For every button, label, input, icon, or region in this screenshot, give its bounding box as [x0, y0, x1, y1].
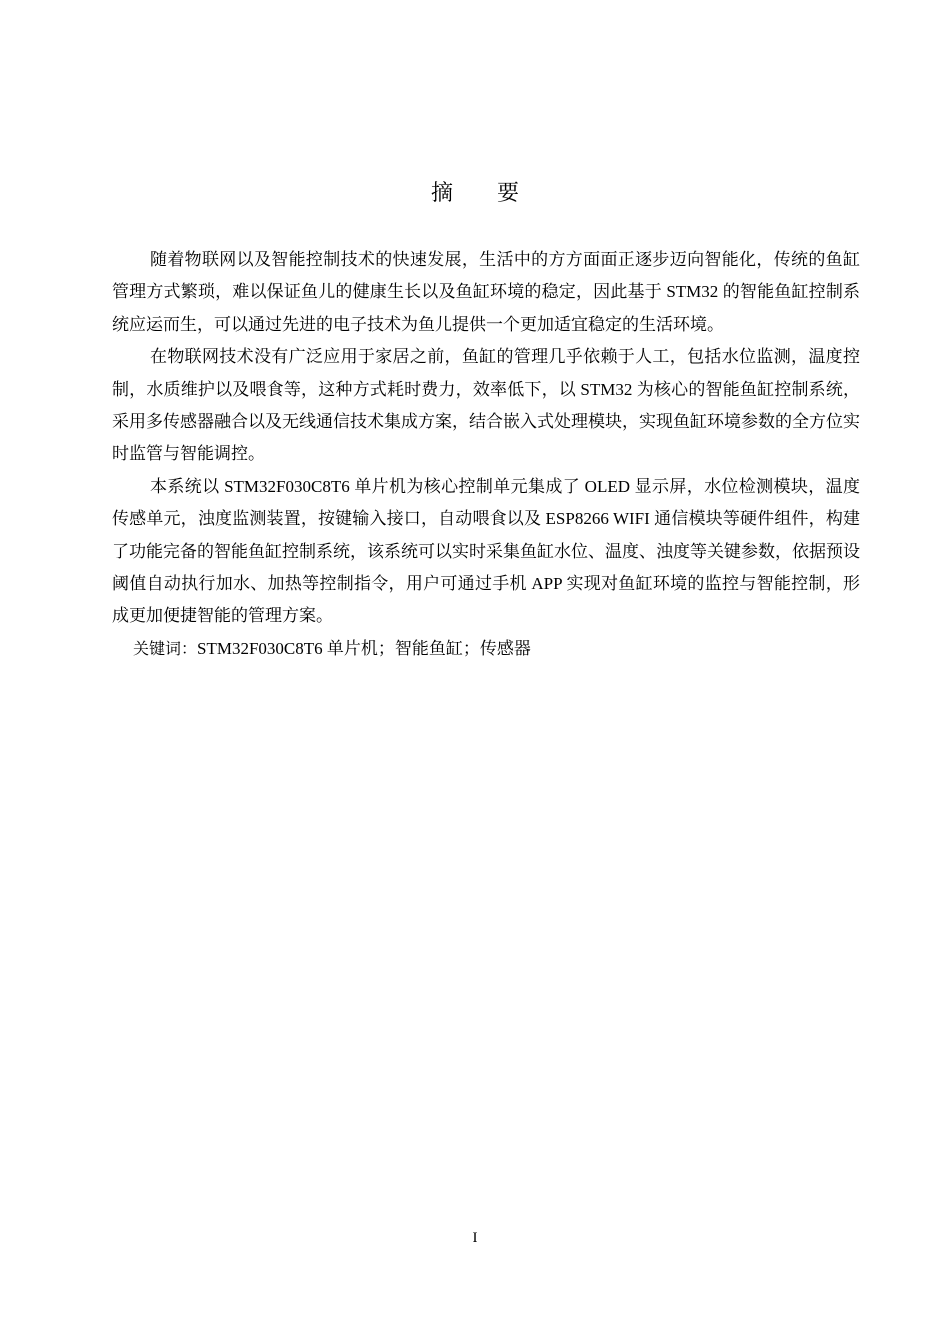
- keywords-label: 关键词：: [133, 638, 198, 658]
- keywords-text: STM32F030C8T6 单片机；智能鱼缸；传感器: [197, 638, 531, 658]
- keywords-line: [112, 633, 860, 665]
- abstract-paragraph-2: 在物联网技术没有广泛应用于家居之前，鱼缸的管理几乎依赖于人工，包括水位监测，温度控制，水质维护以及喂食等，这种方式耗时费力，效率低下，以 STM32 为核心的智能鱼缸控制系统，采用多传感器融合以及无线通信技术集成方案，结合嵌入式处理模块，实现鱼缸环境参数的全方位实时监管与智能调控。: [112, 347, 860, 464]
- abstract-paragraph-1: 随着物联网以及智能控制技术的快速发展，生活中的方方面面正逐步迈向智能化，传统的鱼缸管理方式繁琐，难以保证鱼儿的健康生长以及鱼缸环境的稳定，因此基于 STM32 的智能鱼缸控制系统应运而生，可以通过先进的电子技术为鱼儿提供一个更加适宜稳定的生活环境。: [112, 250, 860, 334]
- page-number: I: [472, 1230, 478, 1246]
- abstract-paragraph-3: 本系统以 STM32F030C8T6 单片机为核心控制单元集成了 OLED 显示屏，水位检测模块，温度传感单元，浊度监测装置，按键输入接口，自动喂食以及 ESP8266 WIFI 通信模块等硬件组件，构建了功能完备的智能鱼缸控制系统，该系统可以实时采集鱼缸水位、温度、浊度等关键参数，依据预设阈值自动执行加水、加热等控制指令，用户可通过手机 APP 实现对鱼缸环境的监控与智能控制，形成更加便捷智能的管理方案。: [112, 476, 860, 626]
- page-title: 摘要: [430, 181, 563, 206]
- abstract-body: [112, 244, 860, 665]
